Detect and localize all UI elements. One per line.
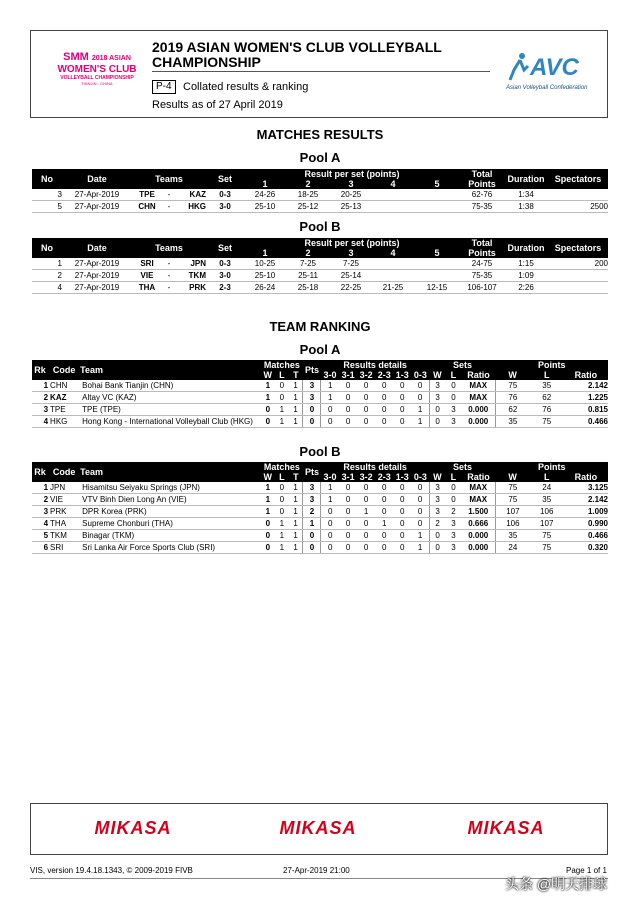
page-title: 2019 ASIAN WOMEN'S CLUB VOLLEYBALL CHAMPIONSHIP xyxy=(152,39,442,70)
volleyball-player-icon xyxy=(508,52,530,82)
col-team: Team xyxy=(80,360,261,380)
matches-pool-a-heading: Pool A xyxy=(299,150,341,165)
col-no: No xyxy=(32,169,62,189)
footer-page: Page 1 of 1 xyxy=(566,866,607,875)
mikasa-logo: MIKASA xyxy=(94,818,172,838)
table-row: 3 27-Apr-2019 TPE - KAZ 0-3 24-26 18-25 20-25 62-76 1:34 xyxy=(32,189,608,201)
matches-table-pool-a: No Date Teams Set Result per set (points) Total Duration Spectators 1 2 3 4 5 Points 3 27-Apr-2019 TPE - KAZ 0-3 24-26 18-25 20-25 62-76 1:34 5 27-Apr-2019 CHN - HKG 3-0 25-10 25-12 25-13 75-35 1:38 2500 xyxy=(32,169,608,213)
ranking-pool-b-heading: Pool B xyxy=(299,444,341,459)
col-set: Set xyxy=(206,169,244,189)
footer-datetime: 27-Apr-2019 21:00 xyxy=(283,866,350,875)
table-row: 5 TKM Binagar (TKM) 0 1 1 0 0 0 0 0 0 1 0 3 0.000 35 75 0.466 xyxy=(32,530,608,542)
table-row: 6 SRI Sri Lanka Air Force Sports Club (SRI) 0 1 1 0 0 0 0 0 0 1 0 3 0.000 24 75 0.320 xyxy=(32,542,608,554)
matches-table-pool-b: No Date Teams Set Result per set (points) Total Duration Spectators 1 2 3 4 5 Points 1 27-Apr-2019 SRI - JPN 0-3 10-25 7-25 7-25 24-75 1:15 200 2 27-Apr-2019 VIE - TKM 3-0 25-10 25-11 25-14 75-35 1:09 4 27-Apr-2019 THA - PRK 2-3 26-24 25-18 22-25 21-25 12-15 106-107 2:26 xyxy=(32,238,608,294)
col-date: Date xyxy=(62,169,132,189)
watermark: 头条 @明天排球 xyxy=(505,876,608,892)
ranking-pool-a-heading: Pool A xyxy=(299,342,341,357)
mikasa-logo: MIKASA xyxy=(279,818,357,838)
table-row: 4 27-Apr-2019 THA - PRK 2-3 26-24 25-18 22-25 21-25 12-15 106-107 2:26 xyxy=(32,282,608,294)
col-points: Points xyxy=(496,360,608,370)
table-row: 1 27-Apr-2019 SRI - JPN 0-3 10-25 7-25 7-25 24-75 1:15 200 xyxy=(32,258,608,270)
report-code: P-4 xyxy=(152,80,176,94)
table-row: 1 JPN Hisamitsu Seiyaku Springs (JPN) 1 0 1 3 1 0 0 0 0 0 3 0 MAX 75 24 3.125 xyxy=(32,482,608,494)
mikasa-logo: MIKASA xyxy=(467,818,545,838)
table-row: 1 CHN Bohai Bank Tianjin (CHN) 1 0 1 3 1 0 0 0 0 0 3 0 MAX 75 35 2.142 xyxy=(32,380,608,392)
table-row: 2 VIE VTV Binh Dien Long An (VIE) 1 0 1 3 1 0 0 0 0 0 3 0 MAX 75 35 2.142 xyxy=(32,494,608,506)
matches-heading: MATCHES RESULTS xyxy=(256,127,384,142)
col-duration: Duration xyxy=(504,169,548,189)
ranking-table-pool-b: Rk Code Team Matches Pts Results details Sets Points W L T 3-0 3-1 3-2 2-3 1-3 0-3 W L Ratio W L Ratio 1 JPN Hisamitsu Seiyaku Springs (JPN) 1 0 1 3 1 0 0 0 0 0 3 0 MAX 75 24 3.125 2 VIE VTV Binh Dien Long An (VIE) 1 0 1 3 1 0 0 0 0 0 3 0 MAX 75 35 2.142 3 PRK DPR Korea (PRK) 1 0 1 2 0 0 1 0 0 0 3 2 1.500 107 106 1.009 4 THA Supreme Chonburi (THA) 0 1 1 1 0 0 0 1 0 0 2 3 0.666 106 107 0.990 5 TKM Binagar (TKM) 0 1 1 0 0 0 0 0 0 1 0 3 0.000 35 75 0.466 6 SRI Sri Lanka Air Force Sports Club (SRI) 0 1 1 0 0 0 0 0 0 1 0 3 0.000 24 75 0.320 xyxy=(32,462,608,554)
table-row: 4 THA Supreme Chonburi (THA) 0 1 1 1 0 0 0 1 0 0 2 3 0.666 106 107 0.990 xyxy=(32,518,608,530)
championship-logo: SMM 2018 ASIAN WOMEN'S CLUB VOLLEYBALL CHAMPIONSHIP TIANJIN - CHINA xyxy=(57,51,137,86)
table-row: 5 27-Apr-2019 CHN - HKG 3-0 25-10 25-12 25-13 75-35 1:38 2500 xyxy=(32,201,608,213)
col-sets: Sets xyxy=(429,360,495,370)
col-code: Code xyxy=(48,360,80,380)
report-subtitle: Collated results & ranking xyxy=(183,81,309,93)
col-teams: Teams xyxy=(132,169,206,189)
col-result-per-set: Result per set (points) xyxy=(244,169,460,179)
table-row: 3 PRK DPR Korea (PRK) 1 0 1 2 0 0 1 0 0 0 3 2 1.500 107 106 1.009 xyxy=(32,506,608,518)
table-row: 4 HKG Hong Kong - International Volleyball Club (HKG) 0 1 1 0 0 0 0 0 0 1 0 3 0.000 35 75 0.466 xyxy=(32,416,608,428)
col-results-details: Results details xyxy=(321,360,429,370)
col-pts: Pts xyxy=(303,360,321,380)
col-total: Total xyxy=(460,169,504,179)
table-row: 3 TPE TPE (TPE) 0 1 1 0 0 0 0 0 0 1 0 3 0.000 62 76 0.815 xyxy=(32,404,608,416)
ranking-table-pool-a: Rk Code Team Matches Pts Results details Sets Points W L T 3-0 3-1 3-2 2-3 1-3 0-3 W L Ratio W L Ratio 1 CHN Bohai Bank Tianjin (CHN) 1 0 1 3 1 0 0 0 0 0 3 0 MAX 75 35 2.142 2 KAZ Altay VC (KAZ) 1 0 1 3 1 0 0 0 0 0 3 0 MAX 76 62 1.225 3 TPE TPE (TPE) 0 1 1 0 0 0 0 0 0 1 0 3 0.000 62 76 0.815 4 HKG Hong Kong - International Volleyball Club (HKG) 0 1 1 0 0 0 0 0 0 1 0 3 0.000 35 75 0.466 xyxy=(32,360,608,428)
matches-pool-b-heading: Pool B xyxy=(299,219,341,234)
table-row: 2 27-Apr-2019 VIE - TKM 3-0 25-10 25-11 25-14 75-35 1:09 xyxy=(32,270,608,282)
table-row: 2 KAZ Altay VC (KAZ) 1 0 1 3 1 0 0 0 0 0 3 0 MAX 76 62 1.225 xyxy=(32,392,608,404)
ranking-heading: TEAM RANKING xyxy=(269,319,371,334)
col-matches: Matches xyxy=(261,360,303,370)
title-divider xyxy=(152,71,490,72)
results-as-of: Results as of 27 April 2019 xyxy=(152,99,283,111)
col-spectators: Spectators xyxy=(548,169,608,189)
footer-version: VIS, version 19.4.18.1343, © 2009-2019 FIVB xyxy=(30,866,193,875)
col-rk: Rk xyxy=(32,360,48,380)
